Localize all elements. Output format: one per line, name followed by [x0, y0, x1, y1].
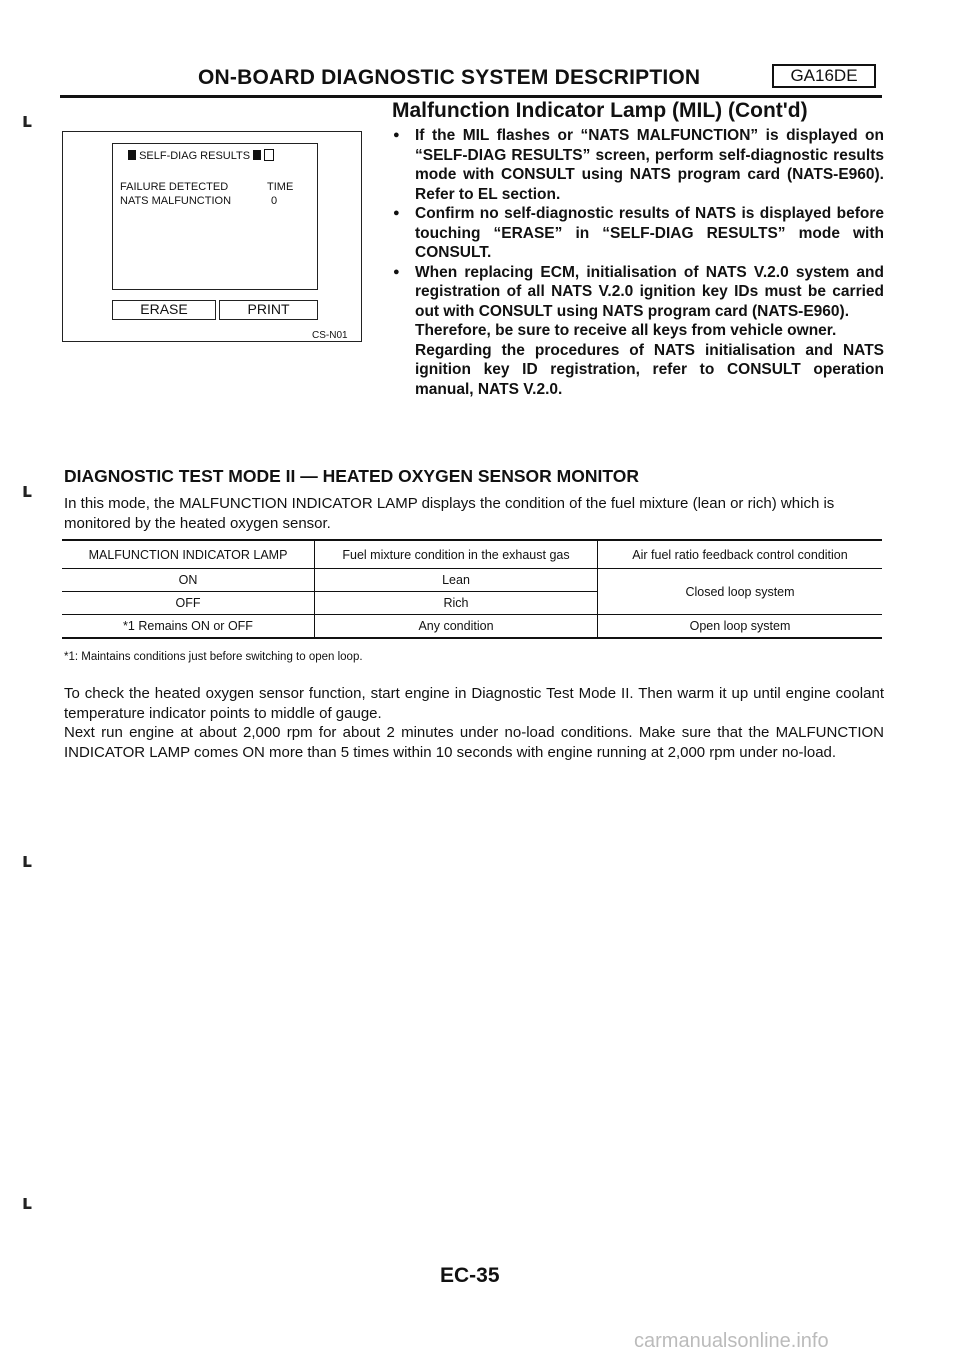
procedure-paragraph: To check the heated oxygen sensor function, start engine in Diagnostic Test Mode II. Then warm it up until engine coolant temperature indicator points to middle of gauge. — [64, 685, 884, 722]
margin-hook-mark: ւ — [22, 1192, 32, 1214]
checkbox-icon — [264, 149, 274, 161]
table-footnote: *1: Maintains conditions just before switching to open loop. — [64, 651, 363, 663]
failure-detected-label: FAILURE DETECTED — [120, 181, 229, 193]
time-value: 0 — [271, 195, 278, 207]
note-bullet: ● Confirm no self-diagnostic results of NATS is displayed before touching “ERASE” in “SELF-DIAG RESULTS” mode with CONSULT. — [392, 204, 884, 263]
table-header-cell: Fuel mixture condition in the exhaust gas — [315, 540, 598, 569]
self-diag-heading — [128, 149, 274, 162]
header-rule — [60, 95, 882, 98]
table-cell: *1 Remains ON or OFF — [62, 615, 315, 639]
watermark: carmanualsonline.info — [634, 1330, 829, 1352]
time-label: TIME — [267, 181, 294, 193]
print-button[interactable]: PRINT — [219, 300, 318, 320]
mil-condition-table — [62, 539, 882, 639]
procedure-text — [64, 684, 884, 762]
margin-hook-mark: ւ — [22, 110, 32, 132]
note-bullet: ● When replacing ECM, initialisation of NATS V.2.0 system and registration of all NATS V.2.0 ignition key IDs must be carried out with CONSULT using NATS program card (NATS-E960). — [392, 263, 884, 322]
erase-button[interactable]: ERASE — [112, 300, 216, 320]
table-cell: Lean — [315, 569, 598, 592]
nats-malfunction-item: NATS MALFUNCTION — [120, 195, 232, 207]
margin-hook-mark: ւ — [22, 480, 32, 502]
test-mode-description: In this mode, the MALFUNCTION INDICATOR LAMP displays the condition of the fuel mixture (lean or rich) which is monitored by the heated oxygen sensor. — [64, 495, 835, 532]
square-marker-icon — [128, 150, 136, 160]
page-number: EC-35 — [440, 1264, 500, 1287]
engine-code-badge: GA16DE — [772, 64, 876, 88]
note-paragraph: Therefore, be sure to receive all keys from vehicle owner. — [415, 322, 837, 339]
mil-notes — [392, 126, 884, 399]
square-marker-icon — [253, 150, 261, 160]
margin-hook-mark: ւ — [22, 850, 32, 872]
procedure-paragraph: Next run engine at about 2,000 rpm for about 2 minutes under no-load conditions. Make sure that the MALFUNCTION INDICATOR LAMP comes ON more than 5 times within 10 seconds with engine running at 2,000 rpm under no-load. — [64, 724, 884, 761]
table-row — [62, 615, 882, 639]
note-paragraph: Regarding the procedures of NATS initialisation and NATS ignition key ID registration, refer to CONSULT operation manual, NATS V.2.0. — [415, 341, 884, 398]
table-header-cell: MALFUNCTION INDICATOR LAMP — [62, 540, 315, 569]
table-cell: ON — [62, 569, 315, 592]
note-bullet: ● If the MIL flashes or “NATS MALFUNCTION” is displayed on “SELF-DIAG RESULTS” screen, perform self-diagnostic results mode with CONSULT using NATS program card (NATS-E960). Refer to EL section. — [392, 126, 884, 204]
figure-id: CS-N01 — [312, 330, 348, 341]
table-cell-merged: Closed loop system — [598, 569, 883, 615]
table-header-row — [62, 540, 882, 569]
subsection-title: Malfunction Indicator Lamp (MIL) (Cont'd) — [392, 99, 808, 122]
table-cell: Rich — [315, 592, 598, 615]
table-header-cell: Air fuel ratio feedback control condition — [598, 540, 883, 569]
table-cell: Any condition — [315, 615, 598, 639]
table-row — [62, 569, 882, 592]
test-mode-title: DIAGNOSTIC TEST MODE II — HEATED OXYGEN SENSOR MONITOR — [64, 466, 639, 486]
self-diag-heading-text: SELF-DIAG RESULTS — [139, 150, 251, 162]
table-cell: Open loop system — [598, 615, 883, 639]
section-header-title: ON-BOARD DIAGNOSTIC SYSTEM DESCRIPTION — [198, 66, 701, 89]
table-cell: OFF — [62, 592, 315, 615]
consult-screen-display — [112, 143, 318, 290]
